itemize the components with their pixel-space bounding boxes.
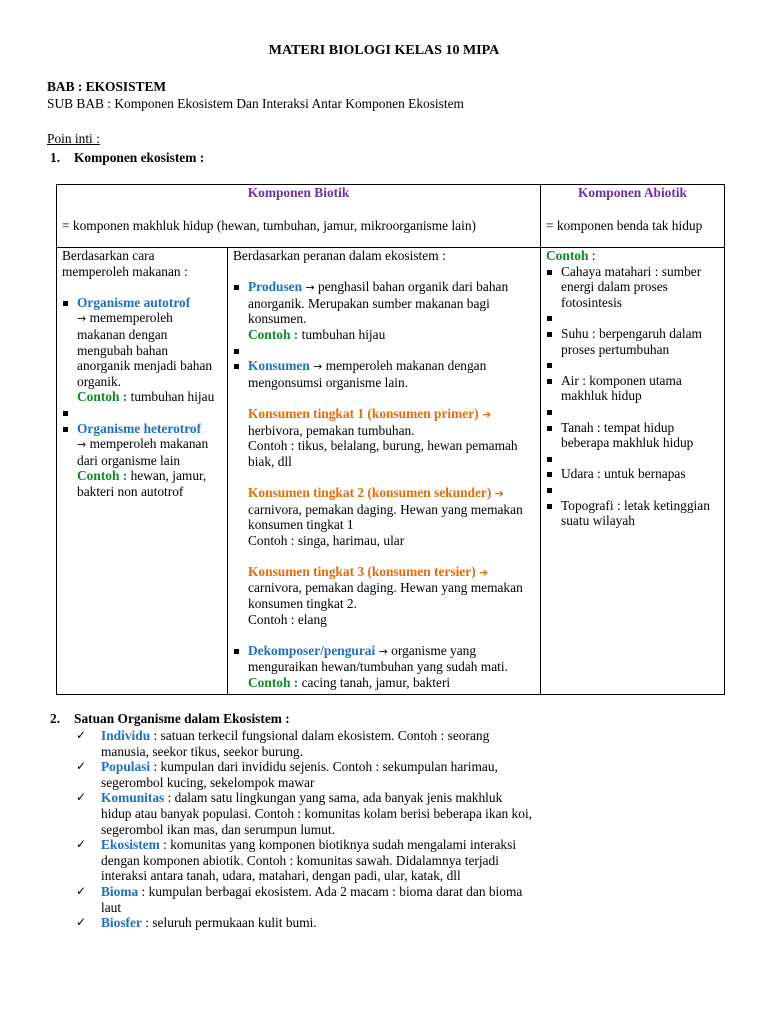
bold-arrow-icon: ➔: [479, 565, 489, 579]
konsumen-desc: memperoleh makanan dengan mengonsumsi organisme lain.: [248, 358, 487, 390]
checkmark-icon: ✓: [76, 759, 87, 774]
k3-contoh: Contoh : elang: [248, 611, 327, 627]
desc: : seluruh permukaan kulit bumi.: [141, 915, 317, 931]
dekomposer-term: Dekomposer/pengurai: [248, 642, 376, 658]
komponen-ekosistem-table: [56, 184, 725, 695]
produsen-term: Produsen: [248, 279, 303, 295]
produsen-desc: penghasil bahan organik dari bahan anorganik. Merupakan sumber makanan bagi konsumen.: [248, 279, 509, 327]
spacer: [546, 357, 720, 373]
arrow-right-icon: →: [77, 438, 87, 452]
k1-term: Konsumen tingkat 1 (konsumen primer): [248, 405, 479, 421]
produsen-contoh-label: Contoh :: [248, 326, 299, 342]
k3-term: Konsumen tingkat 3 (konsumen tersier): [248, 563, 476, 579]
peranan-intro: Berdasarkan peranan dalam ekosistem :: [233, 248, 446, 263]
spacer: [233, 343, 536, 359]
konsumen-tingkat-2: [233, 485, 536, 548]
k2-term: Konsumen tingkat 2 (konsumen sekunder): [248, 484, 492, 500]
checkmark-icon: ✓: [76, 837, 87, 852]
autotrof-desc: mememperoleh makanan dengan mengubah bahan anorganik menjadi bahan organik.: [77, 310, 213, 389]
list-item: [76, 759, 536, 790]
spacer: [546, 310, 720, 326]
table-header-row: [57, 185, 725, 248]
desc: : kumpulan dari invididu sejenis. Contoh : sekumpulan harimau, segerombol kucing, sekelompok mawar: [101, 759, 498, 790]
biotik-header-cell: [57, 185, 541, 248]
desc: : satuan terkecil fungsional dalam ekosistem. Contoh : seorang manusia, seekor tikus, seekor burung.: [101, 728, 490, 759]
term: Individu: [101, 728, 151, 743]
bab-heading: BAB : EKOSISTEM: [47, 79, 167, 94]
document-title: MATERI BIOLOGI KELAS 10 MIPA: [268, 43, 500, 58]
autotrof-term: Organisme autotrof: [77, 294, 191, 310]
desc: : dalam satu lingkungan yang sama, ada banyak jenis makhluk hidup atau banyak populasi. Contoh : komunitas kolam berisi beberapa ikan koi, segerombol ikan mas, dan serumpun lumut.: [101, 790, 533, 837]
abiotik-item: Suhu : berpengaruh dalam proses pertumbuhan: [546, 326, 720, 357]
heterotrof-contoh-label: Contoh :: [77, 468, 128, 484]
checkmark-icon: ✓: [76, 790, 87, 805]
section-2-heading: [50, 711, 290, 727]
peranan-cell: [228, 248, 541, 695]
spacer: [546, 404, 720, 420]
k1-contoh: Contoh : tikus, belalang, burung, hewan pemamah biak, dll: [248, 438, 518, 469]
heterotrof-term: Organisme heterotrof: [77, 420, 202, 436]
list-item-produsen: [233, 279, 536, 342]
checkmark-icon: ✓: [76, 915, 87, 930]
checkmark-icon: ✓: [76, 883, 87, 898]
list-item-heterotrof: [62, 421, 223, 500]
produsen-contoh: tumbuhan hijau: [301, 326, 386, 342]
abiotik-item: Udara : untuk bernapas: [546, 466, 720, 482]
satuan-organisme-list: [76, 728, 536, 931]
abiotik-contoh-heading: [546, 248, 720, 264]
section-1-title: Komponen ekosistem :: [74, 150, 205, 165]
biotik-definition: = komponen makhluk hidup (hewan, tumbuhan, jamur, mikroorganisme lain): [62, 217, 476, 233]
arrow-right-icon: →: [77, 312, 87, 326]
list-item-autotrof: [62, 295, 223, 405]
table-content-row: [57, 248, 725, 695]
abiotik-header: Komponen Abiotik: [577, 185, 687, 200]
konsumen-tingkat-1: [233, 406, 536, 469]
dekomposer-contoh: cacing tanah, jamur, bakteri: [301, 675, 451, 691]
bold-arrow-icon: ➔: [482, 407, 492, 421]
abiotik-item: Tanah : tempat hidup beberapa makhluk hidup: [546, 420, 720, 451]
list-item: [76, 790, 536, 837]
autotrof-contoh: tumbuhan hijau: [130, 389, 215, 405]
term: Bioma: [101, 883, 139, 899]
list-item: [76, 837, 536, 884]
abiotik-item: Air : komponen utama makhluk hidup: [546, 373, 720, 404]
spacer: [546, 482, 720, 498]
bold-arrow-icon: ➔: [494, 486, 504, 500]
desc: : kumpulan berbagai ekosistem. Ada 2 macam : bioma darat dan bioma laut: [101, 883, 523, 915]
spacer: [546, 451, 720, 467]
arrow-right-icon: →: [313, 360, 323, 374]
list-item: [76, 884, 536, 915]
abiotik-cell: [541, 248, 725, 695]
cara-makan-cell: [57, 248, 228, 695]
dekomposer-contoh-label: Contoh :: [248, 675, 299, 691]
spacer: [62, 405, 223, 421]
section-2-title: Satuan Organisme dalam Ekosistem :: [74, 711, 290, 726]
term: Komunitas: [101, 790, 165, 806]
dekomposer-desc: organisme yang menguraikan hewan/tumbuhan yang sudah mati.: [248, 642, 508, 675]
checkmark-icon: ✓: [76, 728, 87, 742]
abiotik-item: Cahaya matahari : sumber energi dalam proses fotosintesis: [546, 264, 720, 311]
poin-inti-label: Poin inti :: [47, 131, 100, 146]
term: Populasi: [101, 759, 151, 775]
term: Biosfer: [101, 915, 142, 931]
abiotik-contoh-label: Contoh: [546, 248, 589, 263]
k2-desc: carnivora, pemakan daging. Hewan yang memakan konsumen tingkat 1: [248, 501, 523, 533]
abiotik-item: Topografi : letak ketinggian suatu wilayah: [546, 498, 720, 529]
autotrof-contoh-label: Contoh :: [77, 389, 128, 405]
biotik-header: Komponen Biotik: [247, 185, 350, 200]
section-2-number: 2.: [50, 711, 61, 726]
arrow-right-icon: →: [378, 644, 388, 658]
section-1-number: 1.: [50, 150, 61, 165]
k2-contoh: Contoh : singa, harimau, ular: [248, 532, 405, 548]
konsumen-tingkat-3: [233, 564, 536, 627]
abiotik-contoh-colon: :: [588, 248, 596, 263]
k3-desc: carnivora, pemakan daging. Hewan yang memakan konsumen tingkat 2.: [248, 580, 523, 612]
sub-bab-heading: SUB BAB : Komponen Ekosistem Dan Interaksi Antar Komponen Ekosistem: [47, 96, 464, 111]
arrow-right-icon: →: [305, 281, 315, 295]
list-item-konsumen: [233, 358, 536, 390]
list-item: [76, 728, 536, 759]
abiotik-header-cell: [541, 185, 725, 248]
desc: : komunitas yang komponen biotiknya sudah mengalami interaksi dengan komponen abiotik. Contoh : komunitas sawah. Didalamnya terjadi interaksi antara tanah, udara, matahari, dengan padi, ular, katak, dll: [101, 837, 517, 884]
section-1-heading: [50, 150, 204, 166]
term: Ekosistem: [101, 837, 160, 853]
konsumen-term: Konsumen: [248, 358, 310, 374]
list-item-dekomposer: [233, 643, 536, 691]
heterotrof-desc: memperoleh makanan dari organisme lain: [77, 436, 209, 468]
heterotrof-contoh: hewan, jamur, bakteri non autotrof: [77, 468, 207, 499]
abiotik-definition: = komponen benda tak hidup: [546, 217, 703, 233]
cara-makan-intro: Berdasarkan cara memperoleh makanan :: [62, 248, 188, 279]
k1-desc: herbivora, pemakan tumbuhan.: [248, 422, 415, 438]
list-item: [76, 915, 536, 931]
